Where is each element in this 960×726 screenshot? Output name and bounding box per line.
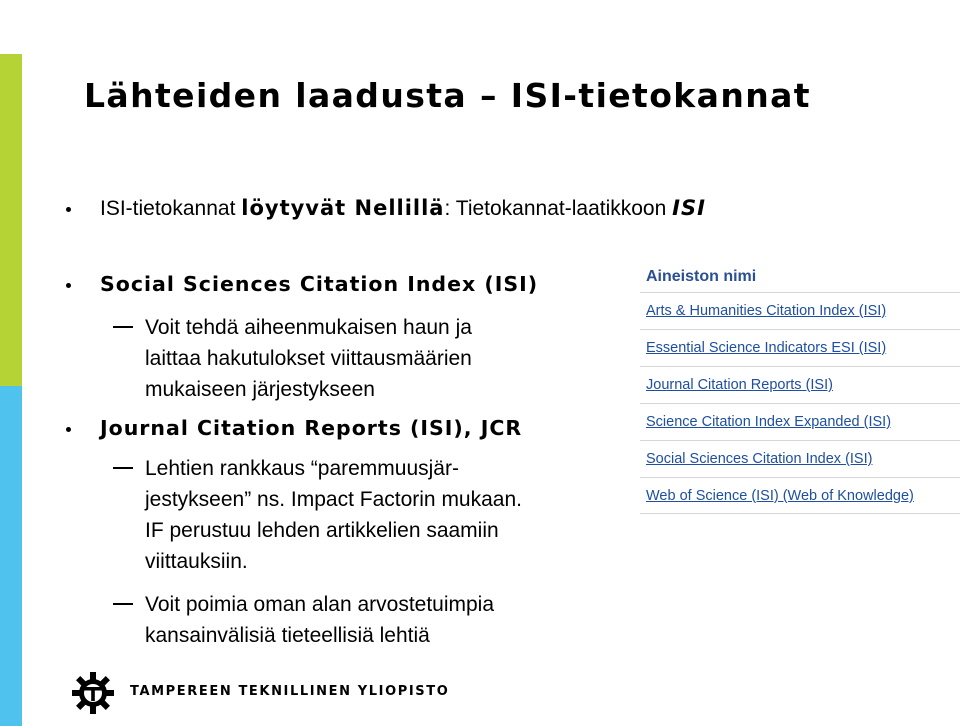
bullet1-pre: ISI-tietokannat bbox=[100, 197, 242, 220]
database-link-arts-humanities[interactable]: Arts & Humanities Citation Index (ISI) bbox=[640, 292, 960, 329]
jcr-desc-line-2: jestykseen” ns. Impact Factorin mukaan. bbox=[145, 488, 522, 511]
accent-bar-green bbox=[0, 54, 22, 388]
database-list-header: Aineiston nimi bbox=[646, 268, 757, 285]
ssci-desc-line-1: Voit tehdä aiheenmukaisen haun ja bbox=[145, 316, 472, 339]
database-list-panel bbox=[640, 262, 960, 514]
jcr-tip-line-1: Voit poimia oman alan arvostetuimpia bbox=[145, 593, 495, 616]
jcr-desc-line-4: viittauksiin. bbox=[145, 550, 248, 573]
database-link-science-citation[interactable]: Science Citation Index Expanded (ISI) bbox=[640, 403, 960, 440]
bullet1-post: : Tietokannat-laatikkoon bbox=[444, 197, 673, 220]
ssci-desc-line-3: mukaiseen järjestykseen bbox=[145, 378, 375, 401]
database-link-jcr[interactable]: Journal Citation Reports (ISI) bbox=[640, 366, 960, 403]
database-link-esi[interactable]: Essential Science Indicators ESI (ISI) bbox=[640, 329, 960, 366]
jcr-tip-line-2: kansainvälisiä tieteellisiä lehtiä bbox=[145, 624, 430, 647]
university-name: TAMPEREEN TEKNILLINEN YLIOPISTO bbox=[130, 684, 450, 699]
ssci-desc-line-2: laittaa hakutulokset viittausmäärien bbox=[145, 347, 472, 370]
accent-bar-blue bbox=[0, 386, 22, 726]
database-link-social-sciences[interactable]: Social Sciences Citation Index (ISI) bbox=[640, 440, 960, 477]
jcr-desc-line-3: IF perustuu lehden artikkelien saamiin bbox=[145, 519, 499, 542]
bullet2-label: Social Sciences Citation Index (ISI) bbox=[100, 272, 539, 296]
bullet3-label: Journal Citation Reports (ISI), JCR bbox=[100, 416, 523, 440]
bullet1-italic: ISI bbox=[672, 196, 706, 220]
university-logo-icon bbox=[70, 670, 116, 716]
jcr-desc-line-1: Lehtien rankkaus “paremmuusjär- bbox=[145, 457, 459, 480]
database-link-web-of-science[interactable]: Web of Science (ISI) (Web of Knowledge) bbox=[640, 477, 960, 514]
slide-title: Lähteiden laadusta – ISI-tietokannat bbox=[84, 76, 811, 115]
bullet1-bold: löytyvät Nellillä bbox=[241, 196, 445, 220]
